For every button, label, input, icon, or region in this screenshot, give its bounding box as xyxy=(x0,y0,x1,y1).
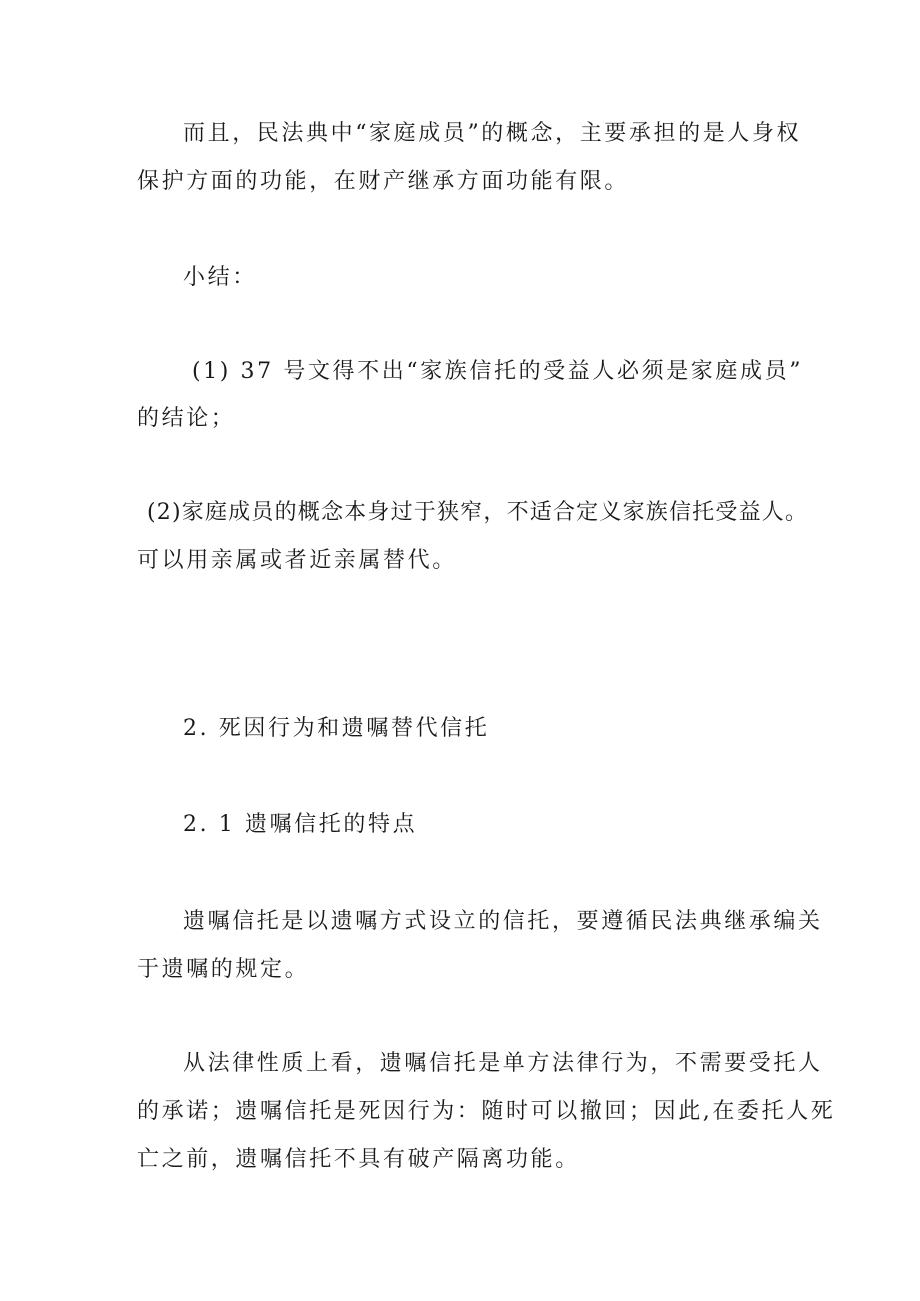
paragraph-6-line-1: 从法律性质上看，遗嘱信托是单方法律行为，不需要受托人 xyxy=(183,1051,823,1076)
paragraph-5-line-1: 遗嘱信托是以遗嘱方式设立的信托，要遵循民法典继承编关 xyxy=(183,909,823,934)
paragraph-5-line-2: 于遗嘱的规定。 xyxy=(137,957,310,982)
summary-item-1-line-1: (1) 37 号文得不出“家族信托的受益人必须是家庭成员” xyxy=(192,359,804,384)
paragraph-1-line-1: 而且，民法典中“家庭成员”的概念，主要承担的是人身权 xyxy=(183,121,802,146)
summary-heading: 小结： xyxy=(183,265,257,290)
paragraph-6-line-3: 亡之前，遗嘱信托不具有破产隔离功能。 xyxy=(137,1147,580,1172)
paragraph-6-line-2: 的承诺；遗嘱信托是死因行为：随时可以撤回；因此,在委托人死 xyxy=(137,1099,836,1124)
subsection-heading-2-1: 2. 1 遗嘱信托的特点 xyxy=(183,812,418,837)
section-heading-2: 2. 死因行为和遗嘱替代信托 xyxy=(183,716,490,741)
summary-item-2-line-2: 可以用亲属或者近亲属替代。 xyxy=(137,548,457,573)
summary-item-2-line-1: (2)家庭成员的概念本身过于狭窄，不适合定义家族信托受益人。 xyxy=(147,500,809,525)
summary-item-1-line-2: 的结论； xyxy=(137,406,236,431)
paragraph-1-line-2: 保护方面的功能，在财产继承方面功能有限。 xyxy=(137,169,630,194)
